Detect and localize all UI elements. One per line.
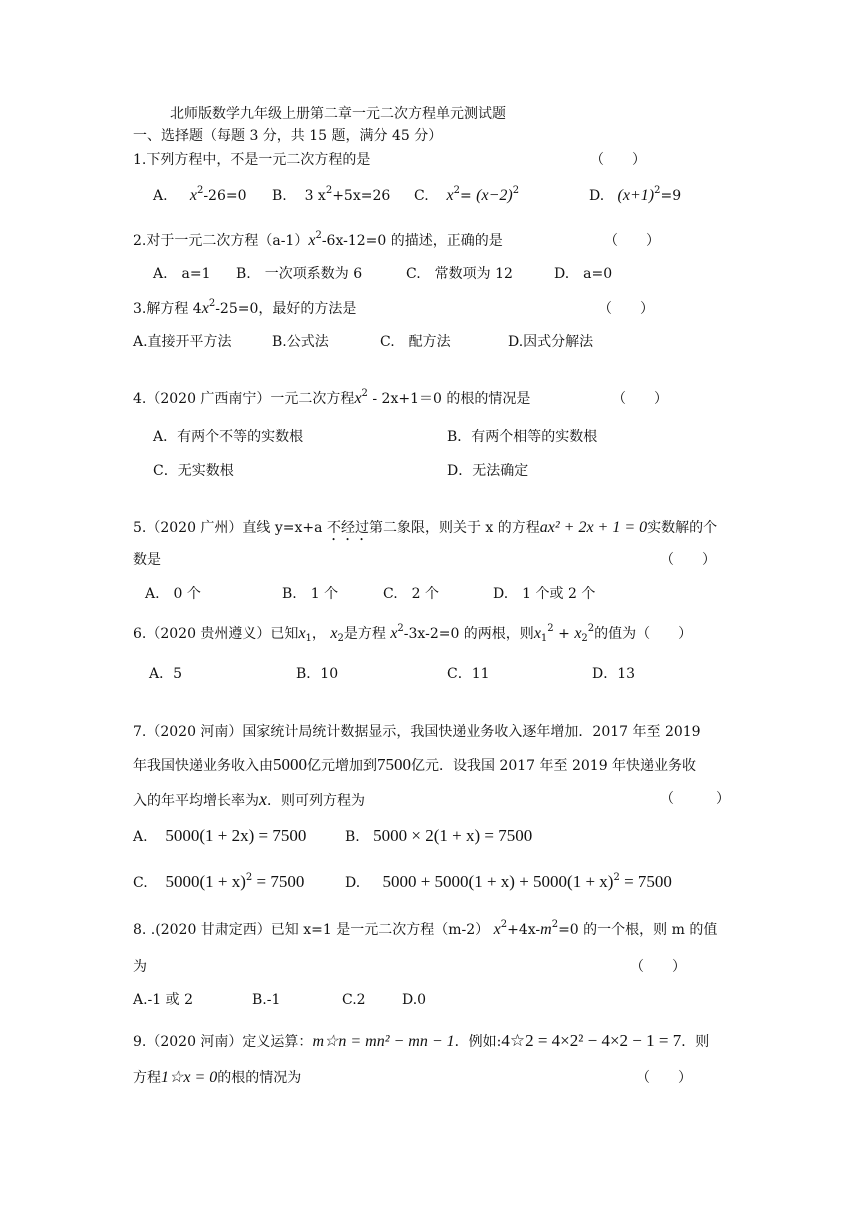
question-5-stem-continued: 数是 bbox=[133, 552, 161, 568]
question-1-option-d: D. $(x+1)^2=9$ bbox=[589, 185, 682, 204]
question-3-option-a: A.直接开平方法 bbox=[133, 334, 232, 350]
answer-blank: （ ） bbox=[660, 791, 730, 807]
answer-blank: （ ） bbox=[660, 552, 716, 568]
section-heading: 一、选择题（每题 3 分，共 15 题，满分 45 分） bbox=[133, 128, 443, 144]
question-7-stem-line-3: 入的年平均增长率为x．则可列方程为 bbox=[133, 789, 365, 809]
question-8-option-c: C.2 bbox=[342, 992, 366, 1008]
question-7-stem: 7.（2020 河南）国家统计局统计数据显示，我国快递业务收入逐年增加．2017 年至 2019 bbox=[133, 724, 701, 740]
question-5-option-b: B. 1 个 bbox=[282, 586, 339, 602]
question-2-option-b: B. 一次项系数为 6 bbox=[236, 266, 363, 282]
question-8-option-b: B.-1 bbox=[252, 992, 281, 1008]
question-4-option-c: C．无实数根 bbox=[153, 463, 234, 479]
question-2-option-c: C. 常数项为 12 bbox=[406, 266, 513, 282]
question-5-option-c: C. 2 个 bbox=[383, 586, 440, 602]
question-6-option-b: B．10 bbox=[296, 666, 339, 682]
question-1-stem: 1.下列方程中，不是一元二次方程的是 bbox=[133, 152, 371, 168]
question-7-option-c: C. $5000(1 + x)^2 = 7500$ bbox=[133, 872, 305, 891]
question-1-option-a: A. $x^2-26=0$ bbox=[153, 185, 247, 204]
question-5-option-a: A. 0 个 bbox=[145, 586, 201, 602]
question-7-option-b: B. 5000 × 2(1 + x) = 7500 bbox=[345, 826, 533, 845]
question-3-option-d: D.因式分解法 bbox=[508, 334, 594, 350]
question-1-option-b: B. 3 $x^2+5x=26$ bbox=[272, 185, 391, 204]
question-8-option-d: D.0 bbox=[402, 992, 427, 1008]
question-8-stem-continued: 为 bbox=[133, 959, 147, 975]
answer-blank: （ ） bbox=[604, 233, 660, 249]
question-7-option-d: D. $5000 + 5000(1 + x) + 5000(1 + x)^2 = 7500$ bbox=[345, 872, 672, 891]
answer-blank: （ ） bbox=[590, 152, 646, 168]
question-4-option-b: B．有两个相等的实数根 bbox=[447, 429, 598, 445]
question-6-option-a: A．5 bbox=[149, 666, 183, 682]
question-9-stem: 9.（2020 河南）定义运算：m☆n = mn² − mn − 1．例如:4☆2 = 4×2² − 4×2 − 1 = 7．则 bbox=[133, 1031, 710, 1050]
question-3-option-c: C. 配方法 bbox=[380, 334, 451, 350]
answer-blank: （ ） bbox=[612, 391, 668, 407]
question-6-stem: 6.（2020 贵州遵义）已知$x_1$， $x_2$是方程 $x^2-3x-2=0$ 的两根，则$x_1^2 + x_2^2$的值为（ ） bbox=[133, 623, 693, 644]
question-9-stem-continued: 方程1☆x = 0的根的情况为 bbox=[133, 1069, 302, 1086]
question-2-option-d: D. a=0 bbox=[554, 266, 613, 282]
question-6-option-c: C．11 bbox=[447, 666, 490, 682]
question-2-option-a: A. a=1 bbox=[153, 266, 211, 282]
question-5-option-d: D. 1 个或 2 个 bbox=[493, 586, 596, 602]
question-7-stem-line-2: 年我国快递业务收入由5000亿元增加到7500亿元．设我国 2017 年至 2019 年快递业务收 bbox=[133, 755, 697, 774]
question-3-option-b: B.公式法 bbox=[272, 334, 329, 350]
question-2-stem: 2.对于一元二次方程$(a-1)x^2-6x-12=0$ 的描述，正确的是 bbox=[133, 230, 503, 249]
question-4-option-d: D．无法确定 bbox=[447, 463, 529, 479]
question-8-option-a: A.-1 或 2 bbox=[133, 992, 194, 1008]
question-5-stem: 5.（2020 广州）直线 y=x+a 不经过第二象限，则关于 x 的方程ax² + 2x + 1 = 0实数解的个 bbox=[133, 519, 718, 536]
question-3-stem: 3.解方程 $4x^2-25=0$，最好的方法是 bbox=[133, 298, 357, 317]
question-6-option-d: D．13 bbox=[592, 666, 636, 682]
document-title: 北师版数学九年级上册第二章一元二次方程单元测试题 bbox=[170, 106, 506, 122]
answer-blank: （ ） bbox=[598, 301, 654, 317]
question-7-option-a: A. 5000(1 + 2x) = 7500 bbox=[133, 826, 307, 845]
question-4-stem: 4.（2020 广西南宁）一元二次方程$x^2 - 2x+1=0$ 的根的情况是 bbox=[133, 388, 531, 407]
question-8-stem: 8. .(2020 甘肃定西）已知 x=1 是一元二次方程（m-2） $x^2+4x-m^2=0$ 的一个根，则 m 的值 bbox=[133, 919, 718, 938]
answer-blank: （ ） bbox=[630, 959, 686, 975]
answer-blank: （ ） bbox=[636, 1070, 692, 1086]
question-1-option-c: C. $x^2= (x-2)^2$ bbox=[414, 185, 520, 204]
question-4-option-a: A．有两个不等的实数根 bbox=[153, 429, 304, 445]
